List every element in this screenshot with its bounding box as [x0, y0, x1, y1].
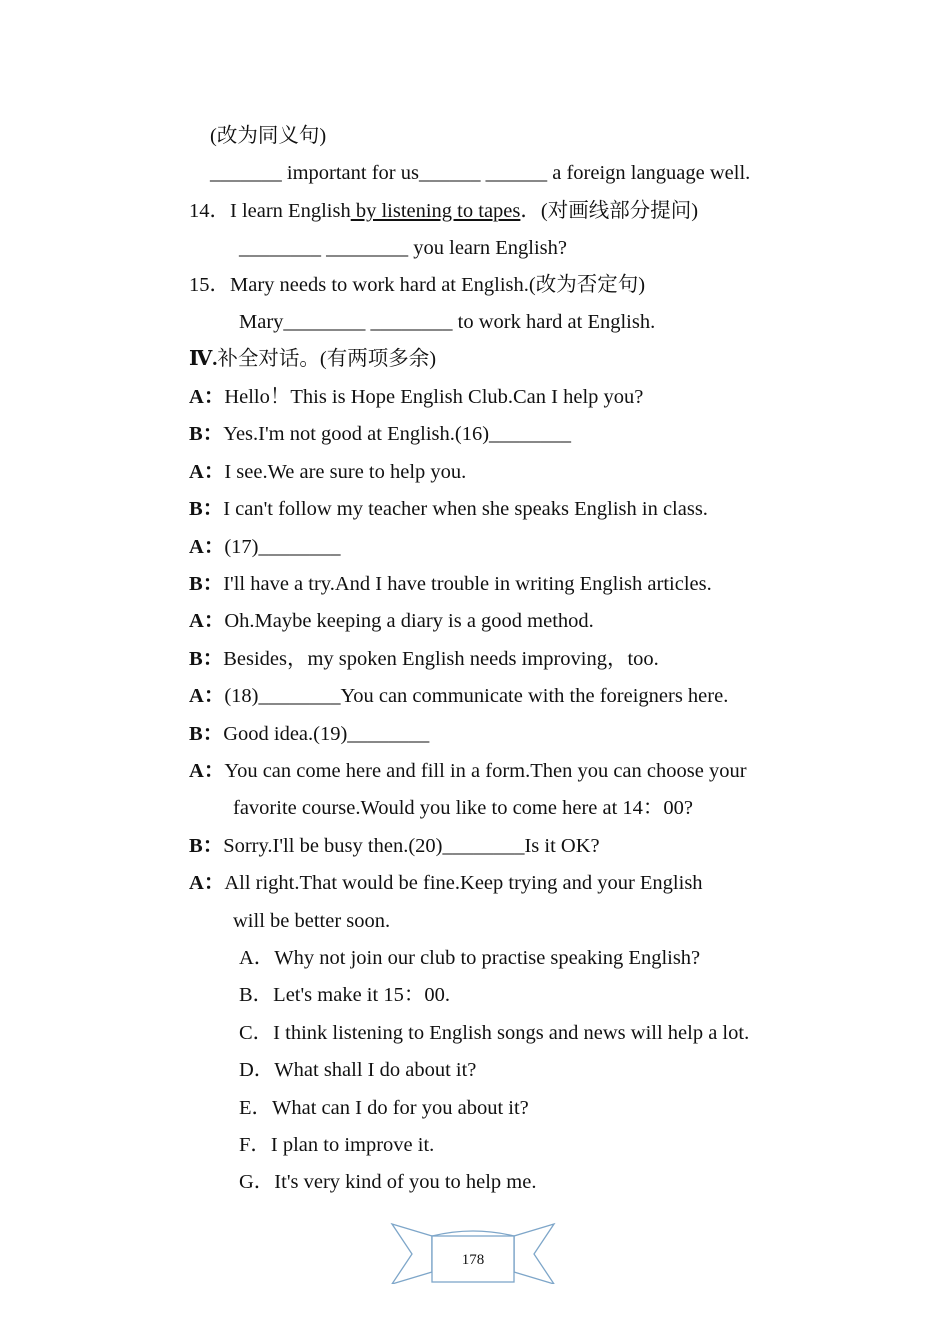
speaker-separator: ：: [203, 685, 225, 707]
dialogue-line: [189, 646, 659, 672]
speaker-separator: ：: [203, 610, 225, 632]
option-item: A．Why not join our club to practise speaking English?: [239, 947, 701, 969]
speaker-label: B: [189, 498, 203, 520]
speaker-separator: ：: [202, 835, 224, 857]
speaker-label: A: [189, 461, 204, 483]
speaker-separator: ：: [203, 760, 225, 782]
section-4-heading: [189, 346, 436, 372]
option-item: B．Let's make it 15：00.: [239, 984, 450, 1006]
q14-text: I learn English: [230, 200, 351, 222]
speaker-separator: ：: [202, 498, 224, 520]
dialogue-line: [189, 758, 747, 784]
speaker-separator: ：: [203, 872, 225, 894]
speaker-separator: ：: [202, 648, 224, 670]
q14-instruction: ．(对画线部分提问): [520, 200, 699, 222]
q14-answer-line: ________ ________ you learn English?: [239, 237, 567, 259]
speaker-label: A: [189, 536, 204, 558]
speaker-label: B: [189, 573, 203, 595]
dialogue-text: Sorry.I'll be busy then.(20)________Is it OK?: [223, 835, 600, 857]
q13-answer-line: _______ important for us______ ______ a foreign language well.: [210, 162, 751, 184]
q14-question: [189, 198, 698, 224]
q15-answer-line: Mary________ ________ to work hard at English.: [239, 311, 656, 333]
dialogue-line: [189, 683, 728, 709]
speaker-label: A: [189, 760, 204, 782]
option-item: G．It's very kind of you to help me.: [239, 1171, 537, 1193]
speaker-label: B: [189, 648, 203, 670]
dialogue-text: I can't follow my teacher when she speaks English in class.: [223, 498, 708, 520]
dialogue-text: I see.We are sure to help you.: [224, 461, 467, 483]
dialogue-text: You can come here and fill in a form.Then you can choose your: [224, 760, 747, 782]
speaker-label: B: [189, 835, 203, 857]
dialogue-text: (17)________: [224, 536, 341, 558]
dialogue-text: Hello！This is Hope English Club.Can I help you?: [224, 386, 644, 408]
q14-underlined-part: by listening to tapes: [350, 200, 521, 222]
speaker-label: A: [189, 610, 204, 632]
q14-number: 14．: [189, 200, 230, 222]
dialogue-continuation: will be better soon.: [233, 910, 391, 932]
dialogue-line: [189, 571, 712, 597]
dialogue-continuation: favorite course.Would you like to come here at 14：00?: [233, 797, 694, 819]
dialogue-line: [189, 721, 429, 747]
option-item: C．I think listening to English songs and news will help a lot.: [239, 1022, 750, 1044]
dialogue-line: [189, 870, 703, 896]
speaker-separator: ：: [202, 573, 224, 595]
dialogue-text: (18)________You can communicate with the foreigners here.: [224, 685, 729, 707]
q15-number: 15．: [189, 274, 230, 296]
dialogue-text: Yes.I'm not good at English.(16)________: [223, 423, 572, 445]
option-item: D．What shall I do about it?: [239, 1059, 477, 1081]
speaker-label: B: [189, 423, 203, 445]
dialogue-line: [189, 534, 340, 560]
dialogue-text: All right.That would be fine.Keep trying and your English: [224, 872, 703, 894]
speaker-separator: ：: [202, 423, 224, 445]
dialogue-text: Oh.Maybe keeping a diary is a good method.: [224, 610, 594, 632]
speaker-label: A: [189, 872, 204, 894]
option-item: F．I plan to improve it.: [239, 1134, 435, 1156]
speaker-separator: ：: [203, 386, 225, 408]
dialogue-line: [189, 421, 571, 447]
speaker-separator: ：: [203, 461, 225, 483]
speaker-label: B: [189, 723, 203, 745]
speaker-separator: ：: [202, 723, 224, 745]
section-numeral: Ⅳ.: [189, 348, 218, 370]
dialogue-text: Good idea.(19)________: [223, 723, 430, 745]
q13-instruction: (改为同义句): [210, 125, 327, 147]
dialogue-line: [189, 459, 466, 485]
dialogue-line: [189, 608, 594, 634]
dialogue-text: Besides，my spoken English needs improving，too.: [223, 648, 659, 670]
q15-text: Mary needs to work hard at English.(改为否定句): [230, 274, 646, 296]
speaker-separator: ：: [203, 536, 225, 558]
q15-question: [189, 272, 645, 298]
dialogue-line: [189, 496, 708, 522]
dialogue-text: I'll have a try.And I have trouble in writing English articles.: [223, 573, 712, 595]
speaker-label: A: [189, 386, 204, 408]
dialogue-line: [189, 384, 643, 410]
speaker-label: A: [189, 685, 204, 707]
dialogue-line: [189, 833, 600, 859]
page-number: 178: [461, 1252, 485, 1268]
option-item: E．What can I do for you about it?: [239, 1097, 529, 1119]
section-title: 补全对话。(有两项多余): [217, 348, 437, 370]
